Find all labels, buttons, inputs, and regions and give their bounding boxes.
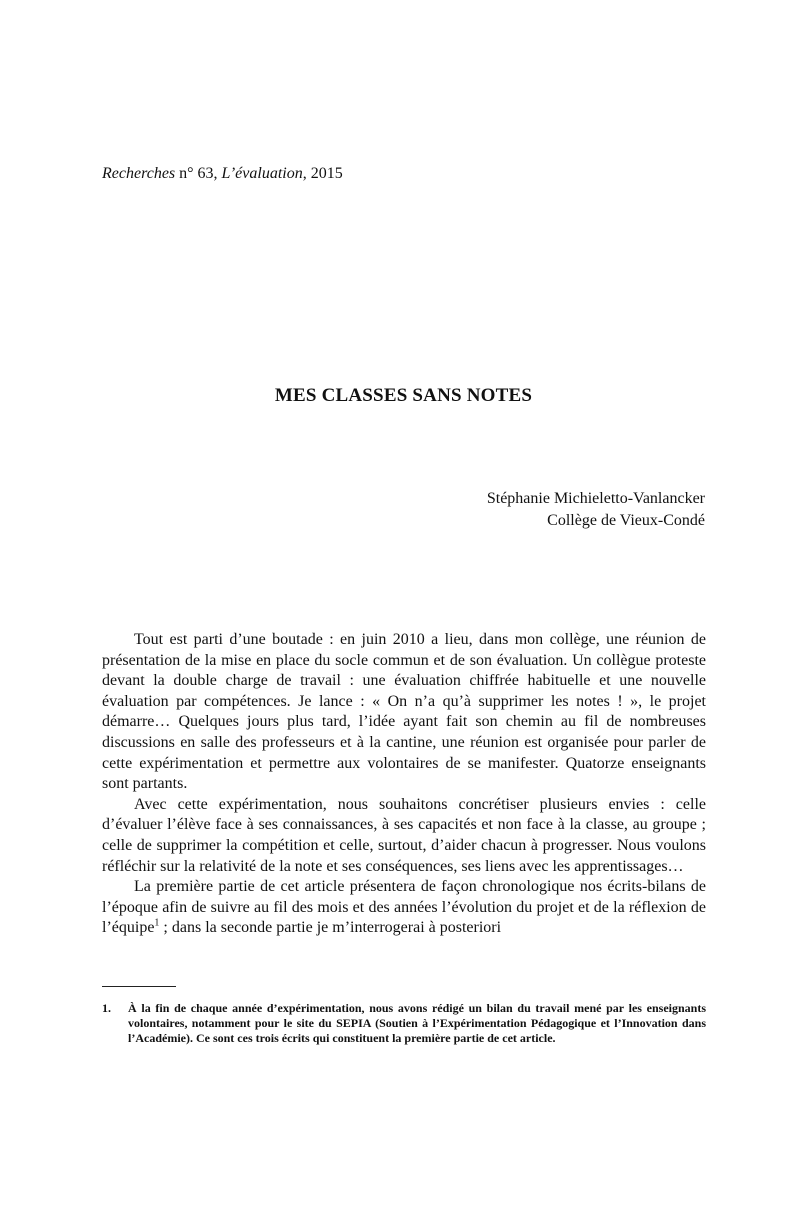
paragraph: Avec cette expérimentation, nous souhaitons concrétiser plusieurs envies : celle d’évaluer l’élève face à ses connaissances, à ses capacités et non face à la classe, au groupe ; celle de supprimer la compétition et celle, surtout, d’aider chacun à progresser. Nous voulons réfléchir sur la relativité de la note et ses conséquences, ses liens avec les apprentissages… <box>102 795 706 875</box>
paragraph-text: ; dans la seconde partie je m’interrogerai à posteriori <box>159 919 502 937</box>
author-block <box>487 488 705 532</box>
publication-year: , 2015 <box>302 165 343 182</box>
journal-name: Recherches <box>102 165 176 182</box>
issue-number: n° 63, <box>179 165 222 182</box>
paragraph <box>102 877 706 939</box>
article-body <box>102 630 706 939</box>
footnote-text: À la fin de chaque année d’expérimentation, nous avons rédigé un bilan du travail mené par les enseignants volontaires, notamment pour le site du SEPIA (Soutien à l’Expérimentation Pédagogique et l’Innovation dans l’Académie). Ce sont ces trois écrits qui constituent la première partie de cet article. <box>128 1001 706 1046</box>
paragraph-text: La première partie de cet article présentera de façon chronologique nos écrits-bilans de l’époque afin de suivre au fil des mois et des années l’évolution du projet et de la réflexion de l’équipe <box>102 878 706 937</box>
issue-theme: L’évaluation <box>221 165 303 182</box>
running-header <box>102 164 343 184</box>
footnote-reference[interactable]: 1 <box>154 917 160 929</box>
footnote-separator <box>102 986 176 987</box>
author-affiliation: Collège de Vieux-Condé <box>547 512 705 529</box>
paragraph: Tout est parti d’une boutade : en juin 2010 a lieu, dans mon collège, une réunion de présentation de la mise en place du socle commun et de son évaluation. Un collègue proteste devant la double charge de travail : une évaluation chiffrée habituelle et une nouvelle évaluation par compétences. Je lance : « On n’a qu’à supprimer les notes ! », le projet démarre… Quelques jours plus tard, l’idée ayant fait son chemin au fil de nombreuses discussions en salle des professeurs et à la cantine, une réunion est organisée pour parler de cette expérimentation et permettre aux volontaires de se manifester. Quatorze enseignants sont partants. <box>102 631 706 793</box>
footnote <box>102 1001 706 1047</box>
author-name: Stéphanie Michieletto-Vanlancker <box>486 490 705 507</box>
footnote-number: 1. <box>102 1001 111 1015</box>
article-title: MES CLASSES SANS NOTES <box>274 385 533 406</box>
